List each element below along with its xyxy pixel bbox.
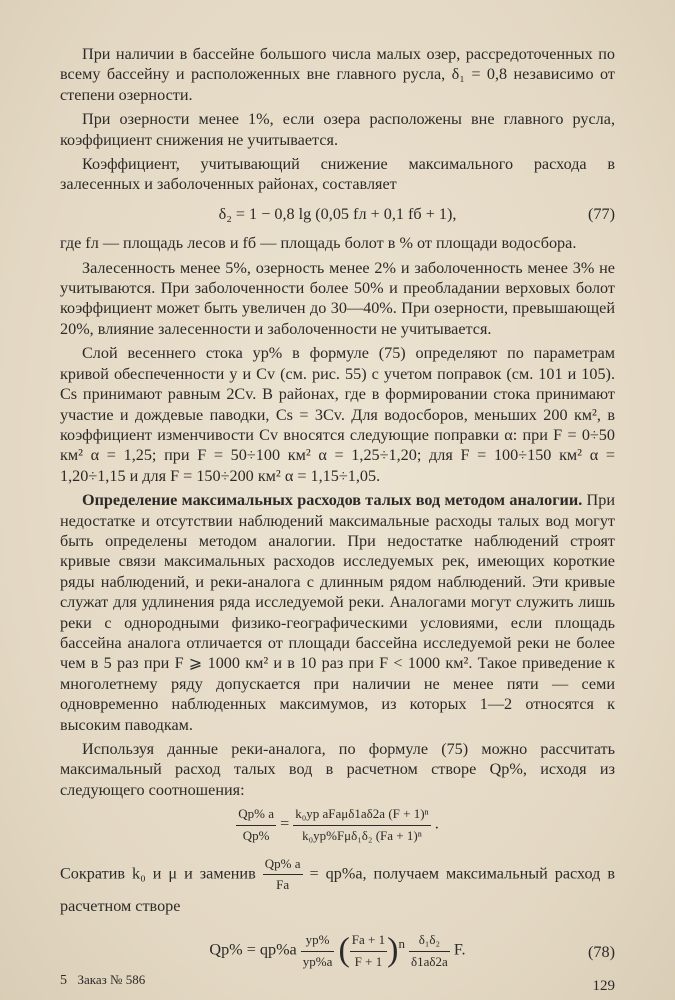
equation-78-delta-numerator: δ₁δ₂ <box>409 930 450 951</box>
equation-77 <box>60 204 615 224</box>
equation-78-number: (78) <box>588 943 615 962</box>
signature-mark: 5 <box>60 973 67 988</box>
print-order: Заказ № 586 <box>77 972 146 987</box>
equation-77-number: (77) <box>588 204 615 223</box>
ratio-rhs-fraction <box>293 804 430 846</box>
ratio-lhs-numerator: Qp% a <box>236 804 276 825</box>
reduce-fraction-denominator: Fa <box>276 877 290 893</box>
page-number: 129 <box>592 978 615 994</box>
paragraph-lakes-low: При озерности менее 1%, если озера расположены вне главного русла, коэффициент снижения не учитывается. <box>60 110 615 149</box>
paragraph-reduce <box>60 854 615 916</box>
paragraph-where: где fл — площадь лесов и fб — площадь болот в % от площади водосбора. <box>60 234 577 253</box>
paragraph-thresholds: Залесенность менее 5%, озерность менее 2% и заболоченность менее 3% не учитываются. При заболоченности более 50% и преобладании верховых болот коэффициент может быть увеличен до 30—40%. При озерности, превышающей 20%, влияние залесенности и заболоченности не учитывается. <box>60 258 615 338</box>
equation-78-fraction-delta <box>409 930 450 972</box>
equation-78-area-numerator: Fa + 1 <box>350 930 387 951</box>
equation-78-fraction-area <box>350 930 387 972</box>
equation-78-lhs: Qp% = qp%a <box>209 940 297 959</box>
footer-imprint <box>60 972 145 989</box>
equation-ratio: $\frac{Qp\% a}{Qp\%}$ = $\frac{\text{k₀yp aFaμδ1aδ2a (F + 1)ⁿ}}{\text{k₀yp\%Fμδ₁δ₂ (Fa + 1)ⁿ}}$ . <box>60 804 615 846</box>
equation-78: Qp% = qp%a $\frac{yp\%}{yp\%a}$ ( $\frac{Fa + 1}{F + 1}$ )$^n$ $\frac{\text{δ₁δ₂}}{\delta 1a\delta 2a}$ F. (78) <box>60 930 615 972</box>
equation-78-area-denominator: F + 1 <box>354 953 383 969</box>
equation-78-y-denominator: yp%a <box>302 953 333 969</box>
paragraph-reduce-end: = qp%a, получаем максимальный расход в расчетном створе <box>60 864 616 915</box>
ratio-rhs-numerator: k₀yp aFaμδ1aδ2a (F + 1)ⁿ <box>293 804 430 825</box>
equation-78-exponent: n <box>398 936 405 952</box>
equation-78-delta-denominator: δ1aδ2a <box>411 953 448 969</box>
equation-77-formula: δ₂ = 1 − 0,8 lg (0,05 fл + 0,1 fб + 1), <box>218 204 457 223</box>
reduce-fraction-numerator: Qp% a <box>263 854 303 875</box>
section-heading-analogy: Определение максимальных расходов талых вод методом аналогии. <box>82 491 583 510</box>
paragraph-spring-runoff: Слой весеннего стока yp% в формуле (75) определяют по параметрам кривой обеспеченности y и Cv (см. рис. 55) с учетом поправок (см. 101 и 105). Cs принимают равным 2Cv. В районах, где в формировании стока принимают участие и дождевые паводки, Cs = 3Cv. Для водосборов, меньших 200 км², в коэффициент изменчивости Cv вносятся следующие поправки α: при F = 0÷50 км² α = 1,25; при F = 50÷100 км² α = 1,25÷1,20; для F = 100÷150 км² α = 1,20÷1,15 и для F = 150÷200 км² α = 1,15÷1,05. <box>60 344 615 485</box>
paragraph-reduce-start: Сократив k₀ и μ и заменив <box>60 864 256 883</box>
reduce-fraction <box>263 854 303 896</box>
equation-78-y-numerator: yp% <box>301 930 335 951</box>
paragraph-forest-swamp: Коэффициент, учитывающий снижение максимального расхода в залесенных и заболоченных районах, составляет <box>60 155 615 194</box>
paragraph-analogy <box>60 490 615 735</box>
ratio-rhs-denominator: k₀yp%Fμδ₁δ₂ (Fa + 1)ⁿ <box>302 827 422 843</box>
equation-78-tail: F. <box>453 940 466 959</box>
paragraph-analogy-text: При недостатке и отсутствии наблюдений максимальные расходы талых вод могут быть определены методом аналогии. При недостатке наблюдений строят кривые связи максимальных расходов исследуемых рек, имеющих короткие ряды наблюдений, и реки-аналога с длинным рядом наблюдений. Эти кривые служат для удлинения ряда исследуемой реки. Аналогами могут служить лишь реки с однородными физико-географическими условиями, если площадь бассейна аналога отличается от площади бассейна исследуемой реки не более чем в 5 раз при F ⩾ 1000 км² и в 10 раз при F < 1000 км². Такое приведение к многолетнему ряду допускается при наличии не менее пяти — семи одновременно наблюденных максимумов, из которых 1—2 относятся к высоким паводкам. <box>60 491 615 734</box>
page-text-body <box>60 44 615 981</box>
equation-78-fraction-y <box>301 930 335 972</box>
paragraph-lakes-many: При наличии в бассейне большого числа малых озер, рассредоточенных по всему бассейну и расположенных вне главного русла, δ₁ = 0,8 независимо от степени озерности. <box>60 45 615 104</box>
paragraph-using-analog: Используя данные реки-аналога, по формуле (75) можно рассчитать максимальный расход талых вод в расчетном створе Qp%, исходя из следующего соотношения: <box>60 740 615 799</box>
ratio-lhs-denominator: Qp% <box>242 827 270 843</box>
ratio-lhs-fraction <box>236 804 276 846</box>
